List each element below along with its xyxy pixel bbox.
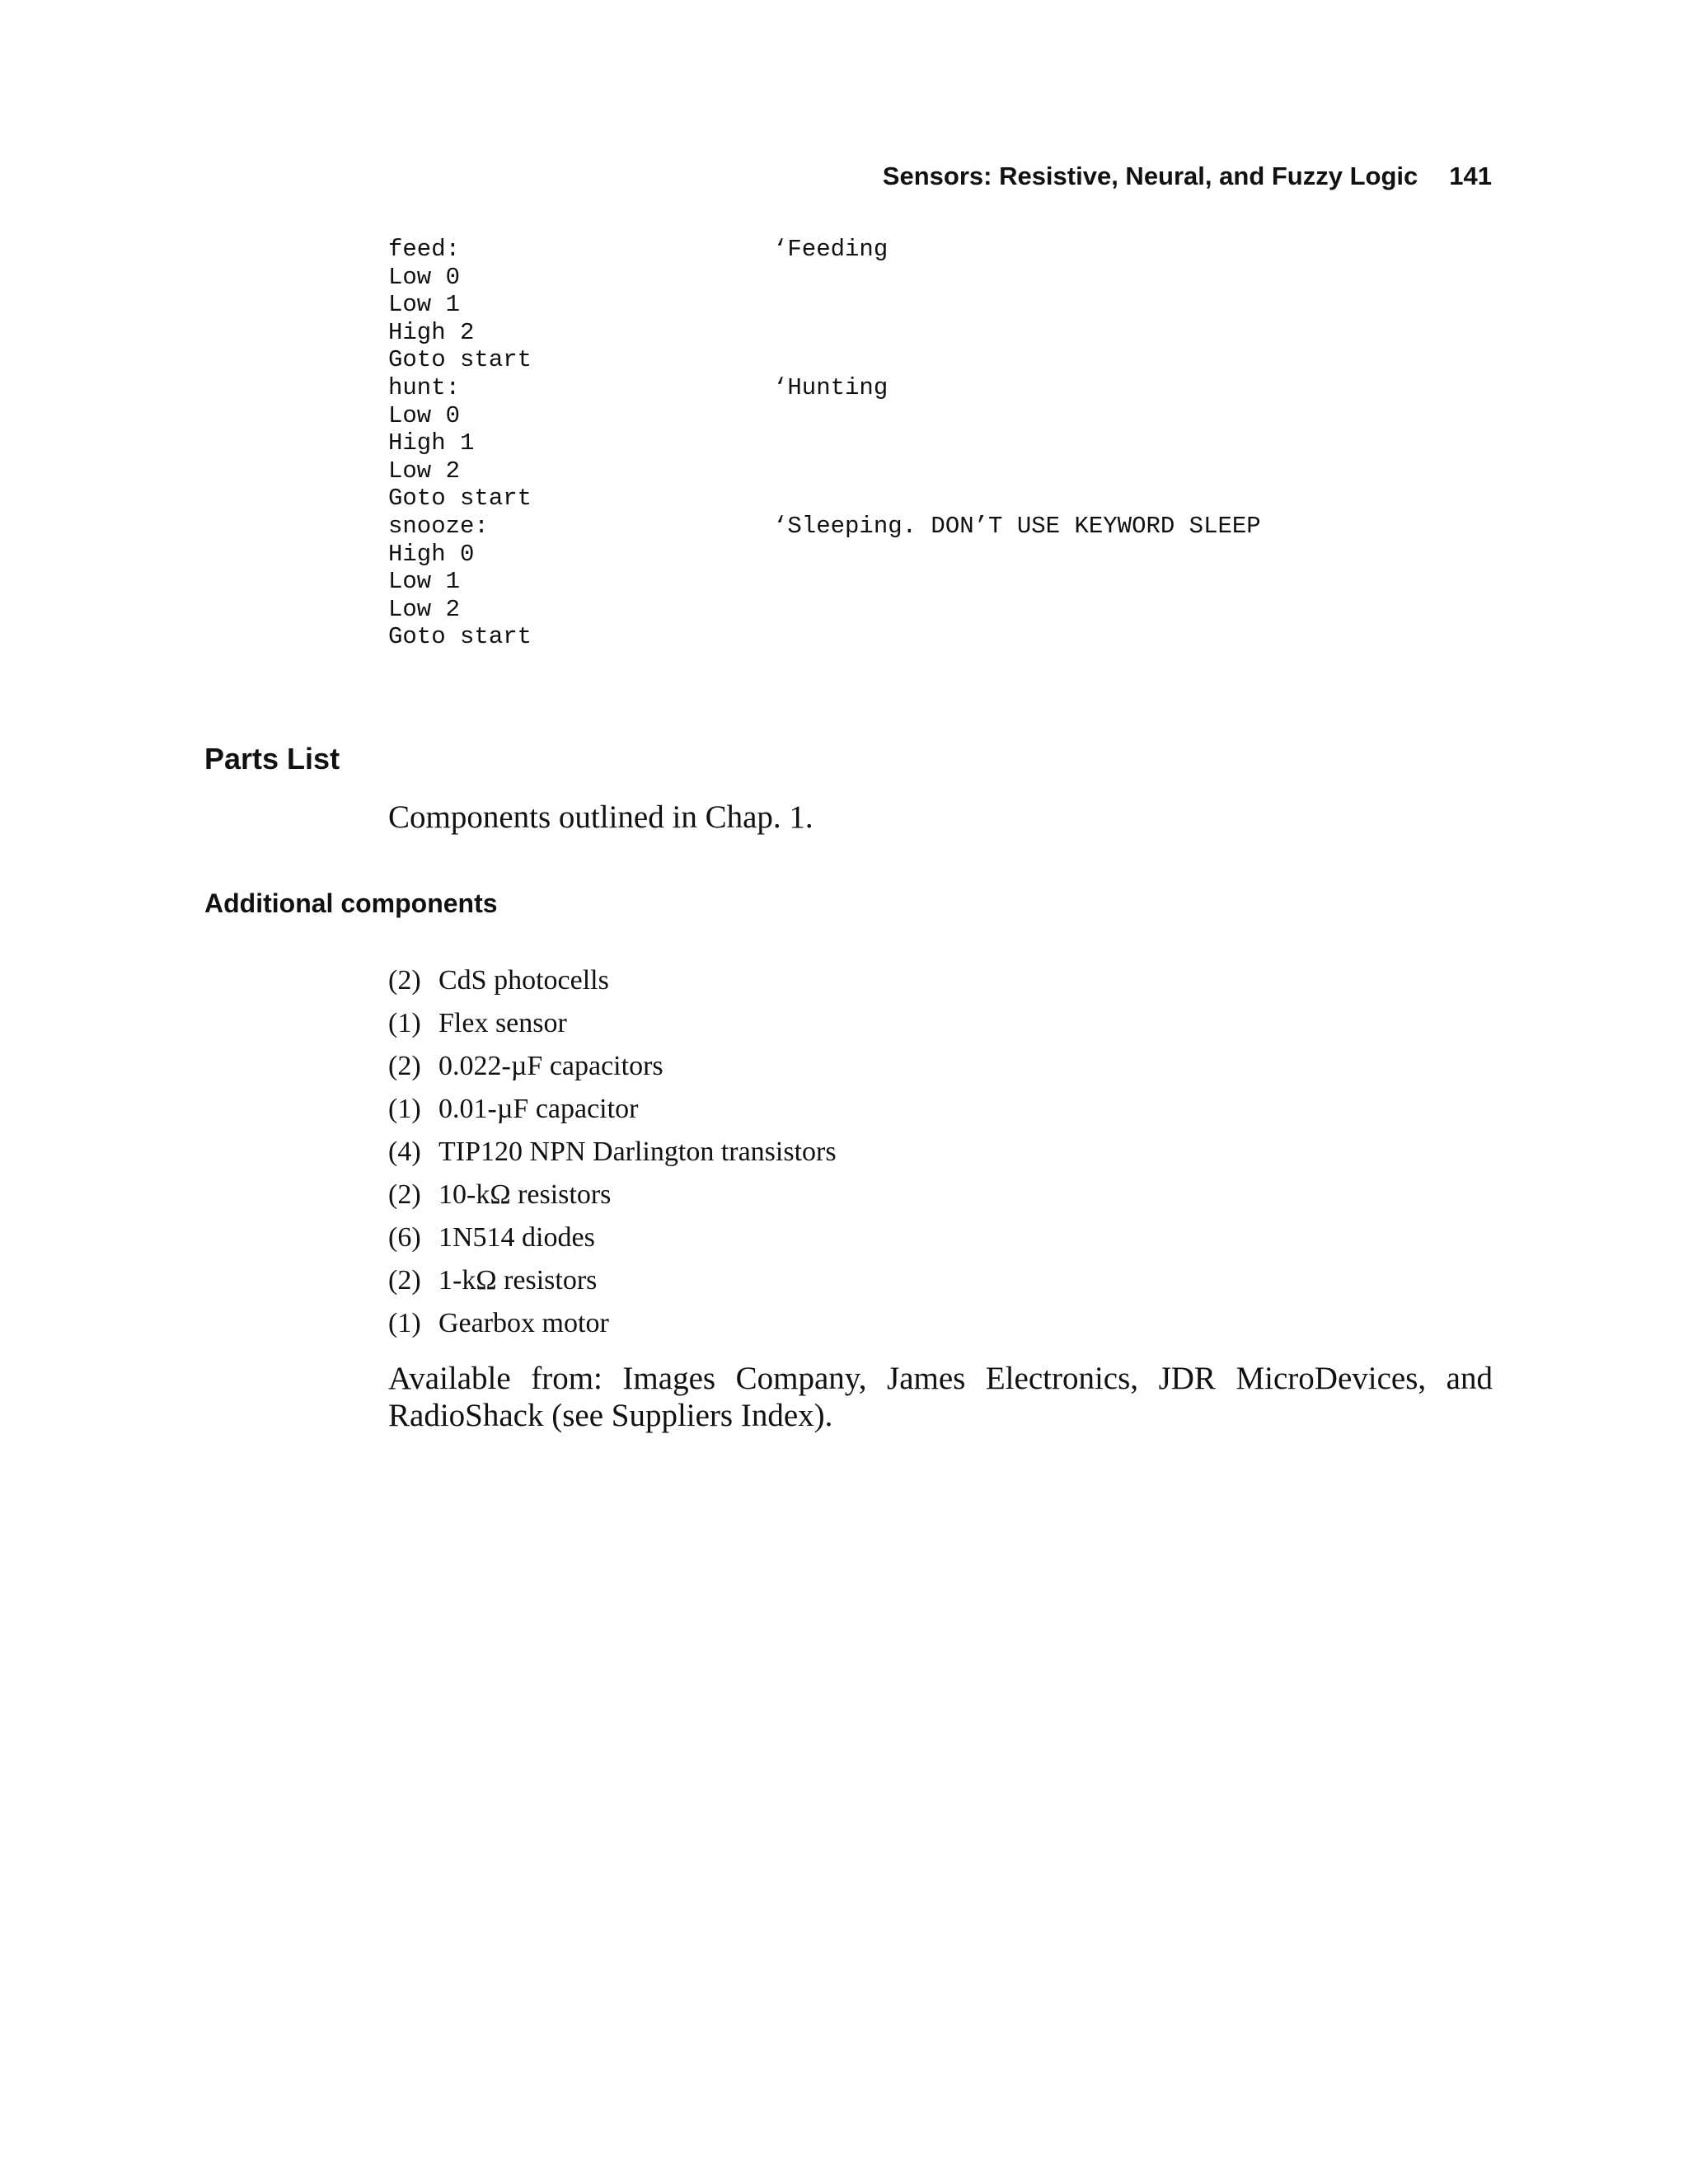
- code-line: [388, 429, 532, 457]
- item-name: 1N514 diodes: [438, 1222, 595, 1253]
- list-item: [388, 1259, 837, 1302]
- code-text: Low 0: [388, 401, 461, 429]
- code-line: [388, 457, 532, 485]
- additional-components-heading: Additional components: [204, 888, 498, 918]
- item-quantity: (2): [388, 1265, 421, 1296]
- code-text: Low 1: [388, 568, 461, 596]
- additional-components-list: [388, 959, 837, 1345]
- code-line: [388, 402, 532, 430]
- code-comment: ‘Sleeping. DON’T USE KEYWORD SLEEP: [773, 512, 1261, 540]
- code-line: [388, 346, 532, 374]
- code-line: [388, 236, 889, 264]
- item-name: Flex sensor: [438, 1008, 567, 1038]
- code-line: [388, 541, 532, 569]
- list-item: [388, 1302, 837, 1345]
- list-item: [388, 1174, 837, 1216]
- code-text: High 1: [388, 429, 475, 457]
- item-name: Gearbox motor: [438, 1308, 609, 1338]
- code-listing: [388, 236, 1261, 651]
- item-name: TIP120 NPN Darlington transistors: [438, 1137, 837, 1167]
- list-item: [388, 959, 837, 1002]
- running-head: [883, 162, 1492, 191]
- code-line: [388, 264, 532, 292]
- code-line: [388, 512, 1261, 541]
- item-quantity: (1): [388, 1308, 421, 1338]
- page-number: 141: [1449, 162, 1492, 190]
- item-quantity: (2): [388, 1051, 421, 1081]
- code-comment: ‘Feeding: [773, 236, 889, 263]
- item-quantity: (1): [388, 1008, 421, 1038]
- code-line: [388, 291, 532, 319]
- code-text: Goto start: [388, 485, 532, 513]
- code-line: [388, 373, 889, 402]
- item-name: 0.022-µF capacitors: [438, 1051, 663, 1081]
- code-text: Low 1: [388, 291, 461, 319]
- code-line: [388, 319, 532, 347]
- list-item: [388, 1002, 837, 1045]
- parts-list-heading: Parts List: [204, 742, 340, 776]
- code-text: High 0: [388, 540, 475, 568]
- code-text: hunt:: [388, 373, 461, 401]
- item-quantity: (1): [388, 1094, 421, 1124]
- availability-note: Available from: Images Company, James Electronics, JDR MicroDevices, and RadioShack (see Suppliers Index).: [388, 1361, 1493, 1433]
- item-name: 1-kΩ resistors: [438, 1265, 598, 1296]
- code-text: Goto start: [388, 623, 532, 651]
- code-text: feed:: [388, 236, 461, 263]
- list-item: [388, 1088, 837, 1131]
- list-item: [388, 1045, 837, 1088]
- code-line: [388, 568, 532, 596]
- code-text: Low 2: [388, 595, 461, 623]
- item-quantity: (6): [388, 1222, 421, 1253]
- code-line: [388, 623, 532, 651]
- item-name: 0.01-µF capacitor: [438, 1094, 639, 1124]
- item-quantity: (2): [388, 965, 421, 996]
- code-text: Goto start: [388, 346, 532, 374]
- list-item: [388, 1131, 837, 1174]
- code-comment: ‘Hunting: [773, 373, 889, 401]
- code-line: [388, 596, 532, 624]
- item-name: 10-kΩ resistors: [438, 1179, 612, 1210]
- list-item: [388, 1216, 837, 1259]
- item-quantity: (2): [388, 1179, 421, 1210]
- code-line: [388, 485, 532, 513]
- code-text: High 2: [388, 318, 475, 346]
- code-text: Low 0: [388, 263, 461, 291]
- parts-list-intro: Components outlined in Chap. 1.: [388, 799, 814, 835]
- code-text: Low 2: [388, 457, 461, 485]
- running-head-title: Sensors: Resistive, Neural, and Fuzzy Logic: [882, 162, 1418, 190]
- code-text: snooze:: [388, 512, 489, 540]
- item-name: CdS photocells: [438, 965, 609, 996]
- item-quantity: (4): [388, 1137, 421, 1167]
